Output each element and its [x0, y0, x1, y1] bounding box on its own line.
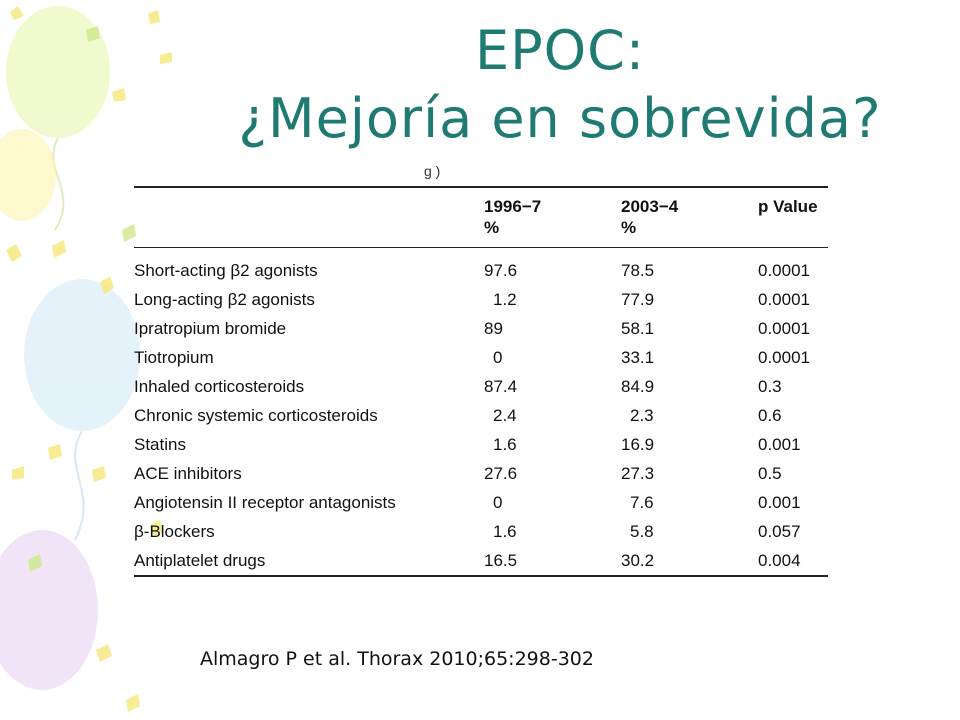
- table-row: [134, 546, 828, 576]
- value-2003: 16.9: [621, 435, 655, 454]
- value-2003: 58.1: [621, 319, 655, 338]
- citation-reference: Almagro P et al. Thorax 2010;65:298-302: [200, 648, 594, 670]
- table-row: [134, 459, 828, 488]
- medication-table: [134, 164, 828, 582]
- drug-name: ACE inhibitors: [134, 464, 242, 483]
- value-1996: 1.6: [493, 522, 517, 541]
- p-value: 0.0001: [758, 348, 810, 367]
- table-row: [134, 285, 828, 314]
- p-value: 0.5: [758, 464, 782, 483]
- value-1996: 1.6: [493, 435, 517, 454]
- p-value: 0.6: [758, 406, 782, 425]
- value-2003: 7.6: [630, 493, 654, 512]
- table-row: [134, 517, 828, 546]
- drug-name: Long-acting β2 agonists: [134, 290, 315, 309]
- value-1996: 2.4: [493, 406, 517, 425]
- table-row: [134, 430, 828, 459]
- p-value: 0.0001: [758, 290, 810, 309]
- value-2003: 77.9: [621, 290, 655, 309]
- p-value: 0.001: [758, 493, 801, 512]
- drug-name: Antiplatelet drugs: [134, 551, 266, 570]
- value-2003: 5.8: [630, 522, 654, 541]
- drug-name: Tiotropium: [134, 348, 214, 367]
- value-1996: 0: [493, 493, 503, 512]
- table-row: [134, 488, 828, 517]
- p-value: 0.0001: [758, 261, 810, 280]
- drug-name: Inhaled corticosteroids: [134, 377, 305, 396]
- p-value: 0.057: [758, 522, 801, 541]
- table-row: [134, 401, 828, 430]
- value-1996: 97.6: [484, 261, 518, 280]
- p-value: 0.004: [758, 551, 801, 570]
- p-value: 0.3: [758, 377, 782, 396]
- table-row: [134, 343, 828, 372]
- cropped-table-caption: g ): [424, 166, 441, 179]
- p-value: 0.001: [758, 435, 801, 454]
- p-value: 0.0001: [758, 319, 810, 338]
- value-2003: 27.3: [621, 464, 655, 483]
- header-p-value: p Value: [758, 197, 818, 216]
- table-row: [134, 314, 828, 343]
- header-1996: 1996−7 %: [484, 197, 542, 237]
- value-2003: 84.9: [621, 377, 655, 396]
- drug-name: Ipratropium bromide: [134, 319, 287, 338]
- balloon-blue-icon: [24, 279, 140, 540]
- value-1996: 87.4: [484, 377, 518, 396]
- drug-name: Short-acting β2 agonists: [134, 261, 318, 280]
- value-2003: 30.2: [621, 551, 655, 570]
- table-row: [134, 372, 828, 401]
- value-1996: 16.5: [484, 551, 518, 570]
- drug-name: Statins: [134, 435, 186, 454]
- value-1996: 89: [484, 319, 503, 338]
- value-1996: 1.2: [493, 290, 517, 309]
- slide-title: EPOC:: [474, 19, 646, 82]
- value-2003: 2.3: [630, 406, 654, 425]
- value-2003: 33.1: [621, 348, 655, 367]
- drug-name: Angiotensin II receptor antagonists: [134, 493, 396, 512]
- slide-subtitle: ¿Mejoría en sobrevida?: [238, 87, 882, 150]
- drug-name: Chronic systemic corticosteroids: [134, 406, 378, 425]
- balloon-purple-icon: [0, 530, 98, 690]
- drug-name: β-Blockers: [134, 522, 215, 541]
- balloon-yellow-icon: [0, 129, 56, 221]
- value-2003: 78.5: [621, 261, 655, 280]
- header-drug: [134, 187, 484, 248]
- value-1996: 0: [493, 348, 503, 367]
- table-row: [134, 248, 828, 286]
- value-1996: 27.6: [484, 464, 518, 483]
- header-2003: 2003−4 %: [621, 197, 679, 237]
- table-header-row: [134, 187, 828, 248]
